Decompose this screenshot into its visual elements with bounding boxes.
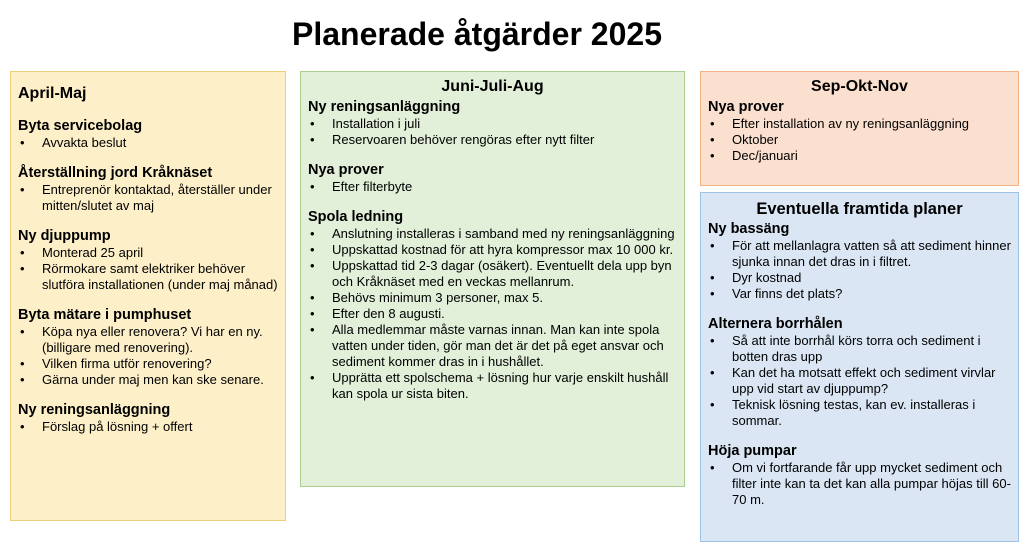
bullet-item: • Kan det ha motsatt effekt och sediment virvlar upp vid start av djuppump? xyxy=(708,365,1011,397)
section-title: Höja pumpar xyxy=(708,443,797,459)
bullet-item: • Behövs minimum 3 personer, max 5. xyxy=(308,290,677,306)
bullet-item: • Upprätta ett spolschema + lösning hur varje enskilt hushåll kan spola ur sista biten. xyxy=(308,370,677,402)
bullet-item: • Köpa nya eller renovera? Vi har en ny. (billigare med renovering). xyxy=(18,324,278,356)
section-ny-bassang xyxy=(708,220,1011,302)
bullet-item: • Efter den 8 augusti. xyxy=(308,306,677,322)
bullet-item: • Gärna under maj men kan ske senare. xyxy=(18,372,278,388)
bullet-item: • Dec/januari xyxy=(708,148,1011,164)
section-title: Ny djuppump xyxy=(18,228,111,244)
section-title: Byta servicebolag xyxy=(18,118,143,134)
bullet-item: • Reservoaren behöver rengöras efter nytt filter xyxy=(308,132,677,148)
section-title: Alternera borrhålen xyxy=(708,316,843,332)
bullet-item: • Var finns det plats? xyxy=(708,286,1011,302)
bullet-item: • Uppskattad kostnad för att hyra kompressor max 10 000 kr. xyxy=(308,242,677,258)
section-title: Ny reningsanläggning xyxy=(308,99,461,115)
bullet-item: • Monterad 25 april xyxy=(18,245,278,261)
section-aterstallning-jord xyxy=(18,164,278,214)
section-title: Spola ledning xyxy=(308,209,404,225)
section-nya-prover xyxy=(708,98,1011,164)
bullet-item: • Förslag på lösning + offert xyxy=(18,419,278,435)
section-title: Återställning jord Kråknäset xyxy=(18,165,213,181)
bullet-item: • Avvakta beslut xyxy=(18,135,278,151)
page-title: Planerade åtgärder 2025 xyxy=(292,16,662,52)
bullet-item: • Installation i juli xyxy=(308,116,677,132)
bullet-item: • Rörmokare samt elektriker behöver slutföra installationen (under maj månad) xyxy=(18,261,278,293)
bullet-item: • Vilken firma utför renovering? xyxy=(18,356,278,372)
sep-okt-nov-box xyxy=(700,71,1019,186)
section-ny-djuppump xyxy=(18,227,278,293)
section-alternera-borrhalen xyxy=(708,315,1011,429)
bullet-item: • Så att inte borrhål körs torra och sediment i botten dras upp xyxy=(708,333,1011,365)
section-title: Byta mätare i pumphuset xyxy=(18,307,192,323)
bullet-item: • Alla medlemmar måste varnas innan. Man kan inte spola vatten under tiden, gör man det är det på eget ansvar och sediment kommer dras in i hushållet. xyxy=(308,322,677,370)
bullet-item: • Efter filterbyte xyxy=(308,179,677,195)
section-ny-reningsanlaggning xyxy=(18,401,278,435)
framtida-planer-box xyxy=(700,192,1019,542)
bullet-item: • Dyr kostnad xyxy=(708,270,1011,286)
section-title: Ny bassäng xyxy=(708,221,790,237)
section-hoja-pumpar xyxy=(708,442,1011,508)
section-nya-prover xyxy=(308,161,677,195)
section-title: Ny reningsanläggning xyxy=(18,402,171,418)
sep-okt-nov-heading: Sep-Okt-Nov xyxy=(811,78,908,95)
bullet-item: • Anslutning installeras i samband med ny reningsanläggning xyxy=(308,226,677,242)
section-title: Nya prover xyxy=(708,99,784,115)
section-byta-matare xyxy=(18,306,278,388)
framtida-planer-heading: Eventuella framtida planer xyxy=(756,200,963,218)
bullet-item: • För att mellanlagra vatten så att sediment hinner sjunka innan det dras in i filtret. xyxy=(708,238,1011,270)
bullet-item: • Om vi fortfarande får upp mycket sediment och filter inte kan ta det kan alla pumpar höjas till 60-70 m. xyxy=(708,460,1011,508)
section-ny-reningsanlaggning xyxy=(308,98,677,148)
juni-juli-aug-heading: Juni-Juli-Aug xyxy=(441,78,544,95)
bullet-item: • Entreprenör kontaktad, återställer under mitten/slutet av maj xyxy=(18,182,278,214)
section-title: Nya prover xyxy=(308,162,384,178)
bullet-item: • Uppskattad tid 2-3 dagar (osäkert). Eventuellt dela upp byn och Kråknäset med en veckas mellanrum. xyxy=(308,258,677,290)
april-maj-box xyxy=(10,71,286,521)
section-byta-servicebolag xyxy=(18,117,278,151)
bullet-item: • Oktober xyxy=(708,132,1011,148)
section-spola-ledning xyxy=(308,208,677,402)
april-maj-heading: April-Maj xyxy=(18,85,87,102)
bullet-item: • Teknisk lösning testas, kan ev. installeras i sommar. xyxy=(708,397,1011,429)
bullet-item: • Efter installation av ny reningsanläggning xyxy=(708,116,1011,132)
juni-juli-aug-box xyxy=(300,71,685,487)
